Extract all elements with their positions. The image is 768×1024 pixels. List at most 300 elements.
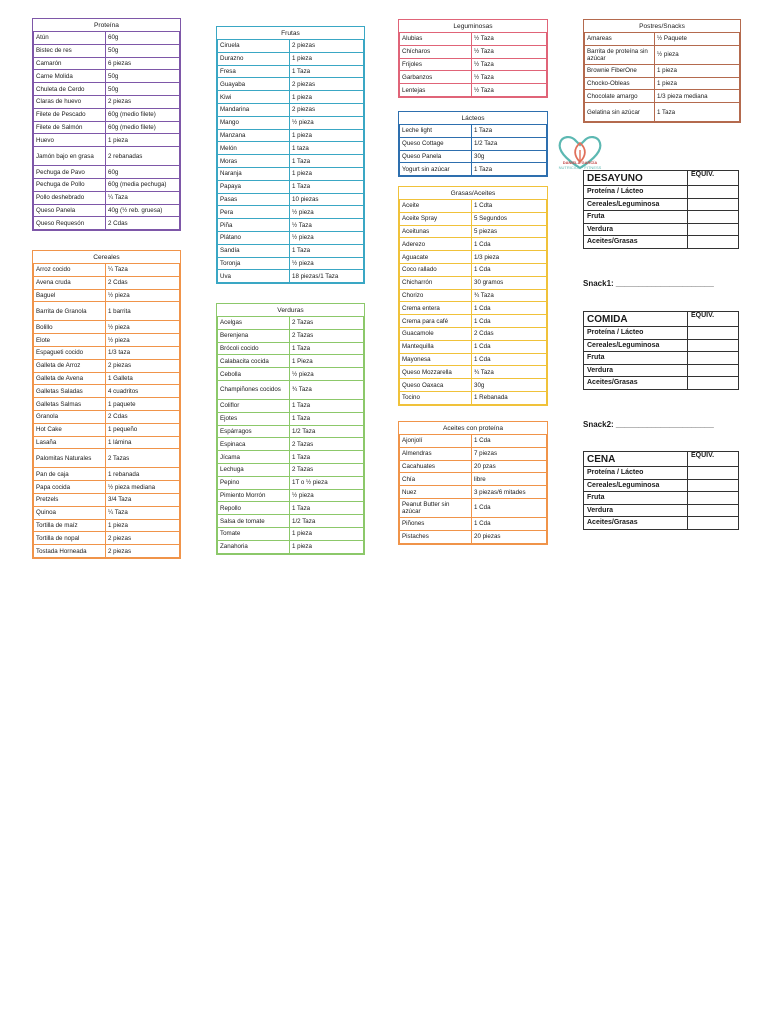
meal-group: Verdura	[584, 364, 688, 377]
food-portion: 7 piezas	[472, 447, 547, 460]
food-portion: 2 piezas	[106, 95, 180, 108]
table-row	[400, 238, 547, 251]
food-name: Carne Molida	[34, 70, 106, 83]
food-portion: 60g (medio filete)	[106, 121, 180, 134]
table-row	[400, 379, 547, 392]
table-title: Aceites con proteína	[400, 422, 547, 435]
table-row	[585, 90, 740, 103]
food-name: Alubias	[400, 33, 472, 46]
food-portion: ¾ Taza	[472, 289, 547, 302]
table-row	[400, 517, 547, 530]
food-portion: 1 Pieza	[290, 355, 364, 368]
food-name: Coliflor	[218, 399, 290, 412]
table-row	[34, 468, 180, 481]
logo-text	[552, 160, 608, 170]
food-portion: ½ pieza	[106, 289, 180, 302]
food-name: Leche light	[400, 125, 472, 138]
meal-row	[584, 186, 739, 199]
food-name: Amareas	[585, 33, 655, 46]
food-portion: 1 pequeño	[106, 423, 180, 436]
equiv-cell[interactable]	[688, 364, 739, 377]
food-name: Queso Panela	[400, 150, 472, 163]
table-row	[218, 65, 364, 78]
food-name: Chícharos	[400, 45, 472, 58]
food-portion: 2 piezas	[106, 532, 180, 545]
table-row	[34, 532, 180, 545]
table-title: Leguminosas	[400, 20, 547, 33]
meal-row	[584, 467, 739, 480]
food-name: Aceite	[400, 200, 472, 213]
food-portion: 50g	[106, 83, 180, 96]
food-portion: 1 barrita	[106, 302, 180, 321]
table-row	[400, 276, 547, 289]
food-portion: 2 piezas	[290, 103, 364, 116]
table-row	[400, 435, 547, 448]
table-row	[218, 317, 364, 330]
meal-row	[584, 223, 739, 236]
table-postres	[583, 19, 741, 123]
table-row	[400, 302, 547, 315]
food-portion: 1 Cda	[472, 302, 547, 315]
table-row	[34, 398, 180, 411]
meal-group: Aceites/Grasas	[584, 377, 688, 390]
food-portion: 2 piezas	[290, 78, 364, 91]
food-portion: 2 Cdas	[106, 276, 180, 289]
food-name: Crema para café	[400, 315, 472, 328]
food-portion: 1 pieza	[106, 134, 180, 147]
food-name: Frijoles	[400, 58, 472, 71]
food-portion: 1/2 Taza	[472, 137, 547, 150]
food-name: Pasas	[218, 193, 290, 206]
food-name: Camarón	[34, 57, 106, 70]
food-name: Mantequilla	[400, 340, 472, 353]
table-leguminosas	[398, 19, 548, 98]
table-row	[400, 447, 547, 460]
table-row	[34, 121, 180, 134]
food-portion: 20 pzas	[472, 460, 547, 473]
table-row	[34, 166, 180, 179]
food-name: Barrita de proteína sin azúcar	[585, 45, 655, 64]
food-portion: ¼ Taza	[106, 264, 180, 277]
food-name: Mandarina	[218, 103, 290, 116]
food-name: Toronja	[218, 257, 290, 270]
table-title: Grasas/Aceites	[400, 187, 547, 200]
food-name: Kiwi	[218, 91, 290, 104]
table-row	[218, 257, 364, 270]
table-row	[400, 150, 547, 163]
table-row	[34, 545, 180, 558]
food-name: Bistec de res	[34, 44, 106, 57]
food-portion: 1/3 taza	[106, 346, 180, 359]
food-portion: 1 Cda	[472, 238, 547, 251]
food-portion: 1 Taza	[472, 163, 547, 176]
food-name: Ajonjolí	[400, 435, 472, 448]
table-verduras	[216, 303, 365, 555]
food-portion: 1 Cda	[472, 263, 547, 276]
table-row	[400, 84, 547, 97]
food-portion: 1 Taza	[290, 451, 364, 464]
table-row	[400, 315, 547, 328]
food-portion: 20 piezas	[472, 530, 547, 543]
table-row	[400, 289, 547, 302]
food-name: Cacahuates	[400, 460, 472, 473]
food-portion: 1 Taza	[290, 502, 364, 515]
food-name: Durazno	[218, 52, 290, 65]
meal-group: Fruta	[584, 492, 688, 505]
food-name: Mayonesa	[400, 353, 472, 366]
table-row	[34, 506, 180, 519]
food-portion: 60g	[106, 32, 180, 45]
equiv-cell[interactable]	[688, 377, 739, 390]
food-portion: 10 piezas	[290, 193, 364, 206]
food-name: Brócoli cocido	[218, 342, 290, 355]
food-portion: 1 Taza	[290, 342, 364, 355]
equiv-cell[interactable]	[688, 467, 739, 480]
table-row	[400, 498, 547, 517]
table-row	[218, 425, 364, 438]
food-portion: ½ Taza	[472, 33, 547, 46]
food-portion: 1/3 pieza	[472, 251, 547, 264]
food-portion: 2 rebanadas	[106, 147, 180, 166]
food-name: Guacamole	[400, 327, 472, 340]
food-name: Pechuga de Pavo	[34, 166, 106, 179]
food-name: Papa cocida	[34, 481, 106, 494]
table-row	[34, 204, 180, 217]
food-name: Aceitunas	[400, 225, 472, 238]
food-name: Filete de Pescado	[34, 108, 106, 121]
table-row	[218, 412, 364, 425]
food-name: Tostada Horneada	[34, 545, 106, 558]
food-name: Repollo	[218, 502, 290, 515]
table-row	[34, 83, 180, 96]
food-name: Piña	[218, 219, 290, 232]
table-row	[34, 264, 180, 277]
table-row	[400, 125, 547, 138]
equiv-cell[interactable]	[688, 339, 739, 352]
table-row	[218, 342, 364, 355]
table-row	[400, 58, 547, 71]
table-row	[585, 64, 740, 77]
food-portion: 1 pieza	[290, 129, 364, 142]
food-portion: 1 Taza	[290, 244, 364, 257]
food-name: Galleta de Arroz	[34, 359, 106, 372]
food-name: Lasaña	[34, 436, 106, 449]
equiv-cell[interactable]	[688, 236, 739, 249]
food-portion: 1 Cda	[472, 353, 547, 366]
table-row	[400, 200, 547, 213]
table-cereales	[32, 250, 181, 559]
equiv-cell[interactable]	[688, 517, 739, 530]
food-portion: ½ pieza	[290, 231, 364, 244]
food-portion: ½ pieza	[290, 489, 364, 502]
food-name: Pistaches	[400, 530, 472, 543]
equiv-cell[interactable]	[688, 327, 739, 340]
table-row	[218, 52, 364, 65]
table-title: Postres/Snacks	[585, 20, 740, 33]
table-row	[34, 449, 180, 468]
food-name: Elote	[34, 334, 106, 347]
food-portion: 1 rebanada	[106, 468, 180, 481]
food-portion: libre	[472, 473, 547, 486]
table-row	[218, 116, 364, 129]
table-row	[400, 530, 547, 543]
food-portion: 30g	[472, 379, 547, 392]
food-portion: 30 gramos	[472, 276, 547, 289]
table-aceites-proteina	[398, 421, 548, 545]
table-row	[34, 410, 180, 423]
table-row	[218, 244, 364, 257]
table-frutas	[216, 26, 365, 284]
food-name: Ejotes	[218, 412, 290, 425]
food-name: Garbanzos	[400, 71, 472, 84]
meal-title: COMIDA	[584, 312, 688, 327]
equiv-cell[interactable]	[688, 186, 739, 199]
food-portion: 1/2 Taza	[290, 515, 364, 528]
food-portion: ½ pieza	[106, 334, 180, 347]
equiv-cell[interactable]	[688, 504, 739, 517]
table-row	[218, 540, 364, 553]
food-portion: ½ pieza	[290, 257, 364, 270]
table-row	[34, 346, 180, 359]
food-name: Bolillo	[34, 321, 106, 334]
food-name: Guayaba	[218, 78, 290, 91]
table-row	[34, 519, 180, 532]
table-row	[34, 95, 180, 108]
table-row	[400, 225, 547, 238]
food-portion: 1 pieza	[655, 64, 740, 77]
food-name: Jícama	[218, 451, 290, 464]
food-portion: 3 piezas/6 mitades	[472, 486, 547, 499]
meal-group: Proteína / Lácteo	[584, 186, 688, 199]
food-portion: ½ pieza	[290, 116, 364, 129]
food-portion: 2 Cdas	[106, 217, 180, 230]
food-portion: 60g (media pechuga)	[106, 178, 180, 191]
meal-group: Fruta	[584, 352, 688, 365]
meal-row	[584, 479, 739, 492]
food-portion: 1 Galleta	[106, 372, 180, 385]
table-row	[218, 180, 364, 193]
logo-name: DANIELA GARCÍA	[562, 160, 598, 165]
table-title: Frutas	[218, 27, 364, 40]
food-name: Aceite Spray	[400, 212, 472, 225]
table-row	[585, 77, 740, 90]
food-name: Pimiento Morrón	[218, 489, 290, 502]
food-portion: 6 piezas	[106, 57, 180, 70]
equiv-cell[interactable]	[688, 479, 739, 492]
food-name: Queso Cottage	[400, 137, 472, 150]
food-portion: 1 pieza	[290, 540, 364, 553]
food-portion: 1 Taza	[290, 155, 364, 168]
table-row	[34, 321, 180, 334]
food-portion: ½ Taza	[472, 45, 547, 58]
food-portion: 2 Tazas	[290, 463, 364, 476]
table-row	[218, 155, 364, 168]
equiv-header: EQUIV.	[688, 312, 739, 327]
equiv-cell[interactable]	[688, 223, 739, 236]
food-portion: 1 Rebanada	[472, 391, 547, 404]
food-portion: 1 pieza	[290, 91, 364, 104]
table-row	[400, 137, 547, 150]
equiv-cell[interactable]	[688, 352, 739, 365]
table-row	[34, 70, 180, 83]
table-row	[34, 302, 180, 321]
food-name: Piñones	[400, 517, 472, 530]
table-row	[585, 33, 740, 46]
food-portion: 2 Cdas	[472, 327, 547, 340]
food-portion: 5 piezas	[472, 225, 547, 238]
table-row	[34, 217, 180, 230]
food-name: Aderezo	[400, 238, 472, 251]
table-row	[400, 263, 547, 276]
food-portion: 2 Tazas	[290, 329, 364, 342]
food-name: Fresa	[218, 65, 290, 78]
table-row	[218, 380, 364, 399]
meal-group: Aceites/Grasas	[584, 236, 688, 249]
table-row	[400, 391, 547, 404]
meal-group: Verdura	[584, 223, 688, 236]
food-name: Palomitas Naturales	[34, 449, 106, 468]
table-title: Proteína	[34, 19, 180, 32]
food-name: Coco rallado	[400, 263, 472, 276]
table-row	[218, 399, 364, 412]
food-portion: ½ pieza	[290, 368, 364, 381]
meal-row	[584, 236, 739, 249]
food-name: Arroz cocido	[34, 264, 106, 277]
food-portion: 1 pieza	[655, 77, 740, 90]
table-row	[400, 33, 547, 46]
table-row	[585, 103, 740, 122]
food-name: Crema entera	[400, 302, 472, 315]
table-row	[218, 40, 364, 53]
food-portion: 2 piezas	[290, 40, 364, 53]
equiv-cell[interactable]	[688, 211, 739, 224]
food-name: Granola	[34, 410, 106, 423]
meal-row	[584, 327, 739, 340]
table-row	[34, 359, 180, 372]
meal-row	[584, 198, 739, 211]
food-portion: 2 piezas	[106, 545, 180, 558]
food-name: Pechuga de Pollo	[34, 178, 106, 191]
equiv-cell[interactable]	[688, 492, 739, 505]
food-name: Nuez	[400, 486, 472, 499]
food-portion: 1 Taza	[290, 65, 364, 78]
food-name: Tortilla de maíz	[34, 519, 106, 532]
food-name: Espagueti cocido	[34, 346, 106, 359]
meal-row	[584, 352, 739, 365]
table-row	[585, 45, 740, 64]
table-row	[218, 103, 364, 116]
table-row	[34, 32, 180, 45]
table-row	[218, 167, 364, 180]
food-name: Berenjena	[218, 329, 290, 342]
food-portion: 5 Segundos	[472, 212, 547, 225]
table-grasas	[398, 186, 548, 406]
food-name: Galleta de Avena	[34, 372, 106, 385]
food-name: Salsa de tomate	[218, 515, 290, 528]
meal-group: Verdura	[584, 504, 688, 517]
food-name: Aguacate	[400, 251, 472, 264]
table-row	[400, 71, 547, 84]
food-name: Queso Mozzarella	[400, 366, 472, 379]
food-name: Brownie FiberOne	[585, 64, 655, 77]
food-name: Chocko-Obleas	[585, 77, 655, 90]
food-name: Pera	[218, 206, 290, 219]
food-portion: 2 Cdas	[106, 410, 180, 423]
table-row	[218, 270, 364, 283]
food-portion: ¾ Taza	[290, 380, 364, 399]
food-portion: ½ Taza	[472, 71, 547, 84]
table-row	[34, 134, 180, 147]
food-portion: 1 Cda	[472, 498, 547, 517]
meal-group: Fruta	[584, 211, 688, 224]
food-portion: 1 Cda	[472, 517, 547, 530]
food-portion: ½ pieza	[290, 206, 364, 219]
meal-comida	[583, 311, 739, 390]
food-name: Peanut Butter sin azúcar	[400, 498, 472, 517]
table-row	[400, 366, 547, 379]
meal-row	[584, 339, 739, 352]
meal-row	[584, 517, 739, 530]
food-portion: 1/2 Taza	[290, 425, 364, 438]
food-name: Zanahoria	[218, 540, 290, 553]
table-row	[34, 191, 180, 204]
food-portion: ¼ Taza	[106, 506, 180, 519]
table-row	[34, 289, 180, 302]
food-name: Pollo deshebrado	[34, 191, 106, 204]
table-title: Cereales	[34, 251, 180, 264]
food-portion: 1 pieza	[290, 167, 364, 180]
table-row	[400, 460, 547, 473]
food-name: Pepino	[218, 476, 290, 489]
food-name: Queso Requesón	[34, 217, 106, 230]
table-row	[218, 78, 364, 91]
table-row	[34, 147, 180, 166]
table-row	[218, 206, 364, 219]
food-name: Yogurt sin azúcar	[400, 163, 472, 176]
table-row	[34, 372, 180, 385]
equiv-cell[interactable]	[688, 198, 739, 211]
food-name: Queso Oaxaca	[400, 379, 472, 392]
meal-title: CENA	[584, 452, 688, 467]
food-portion: ½ pieza	[106, 321, 180, 334]
meal-cena	[583, 451, 739, 530]
food-name: Mango	[218, 116, 290, 129]
table-row	[218, 451, 364, 464]
food-portion: 60g	[106, 166, 180, 179]
food-name: Claras de huevo	[34, 95, 106, 108]
table-row	[218, 527, 364, 540]
food-name: Lentejas	[400, 84, 472, 97]
meal-row	[584, 504, 739, 517]
table-row	[400, 163, 547, 176]
food-name: Acelgas	[218, 317, 290, 330]
food-portion: 1 Cda	[472, 435, 547, 448]
table-row	[34, 276, 180, 289]
food-portion: 2 Tazas	[290, 438, 364, 451]
food-name: Quinoa	[34, 506, 106, 519]
food-portion: 30g	[472, 150, 547, 163]
food-portion: ½ pieza	[655, 45, 740, 64]
food-portion: ½ Taza	[472, 84, 547, 97]
table-title: Verduras	[218, 304, 364, 317]
food-name: Uva	[218, 270, 290, 283]
logo-subtitle: NUTRICIÓN · FITNESS	[558, 165, 602, 170]
table-row	[218, 489, 364, 502]
food-name: Gelatina sin azúcar	[585, 103, 655, 122]
food-portion: 40g (½ reb. gruesa)	[106, 204, 180, 217]
meal-group: Cereales/Leguminosa	[584, 479, 688, 492]
table-row	[34, 481, 180, 494]
